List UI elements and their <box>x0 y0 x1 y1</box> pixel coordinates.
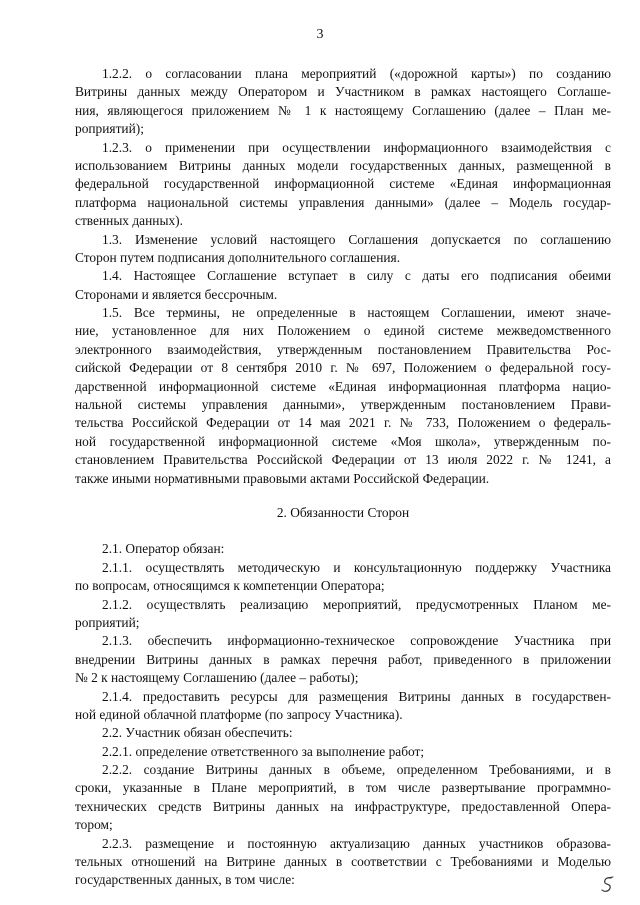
paragraph-p-2-1-4 <box>75 688 611 725</box>
text-line: ние, установленное для них Положением о единой системе межведомственного <box>75 323 611 339</box>
paragraph-p-2-2-1 <box>75 743 611 761</box>
document-body <box>75 65 611 890</box>
text-line: также иными нормативными правовыми актами Российской Федерации. <box>75 470 490 486</box>
text-line: 1.4. Настоящее Соглашение вступает в силу с даты его подписания обеими <box>102 268 611 284</box>
paragraph-p-1-5 <box>75 304 611 488</box>
text-line: 2.2.3. размещение и постоянную актуализацию данных участников образова- <box>102 835 611 851</box>
text-line: государственных данных, в том числе: <box>75 872 295 888</box>
paragraph-p-2-1-3 <box>75 632 611 687</box>
text-line: использованием Витрины данных модели государственных данных, размещенной в <box>75 157 611 173</box>
paragraph-p-1-3 <box>75 231 611 268</box>
text-line: тельных отношений на Витрине данных в соответствии с Требованиями и Моделью <box>75 854 611 870</box>
text-line: Сторон путем подписания дополнительного соглашения. <box>75 249 401 265</box>
text-line: сийской Федерации от 8 сентября 2010 г. № 697, Положением о федеральной госу- <box>75 360 611 376</box>
text-line: платформа национальной системы управления данными» (далее – Модель государ- <box>75 194 611 210</box>
paragraph-p-2-1 <box>75 540 611 558</box>
text-line: 1.5. Все термины, не определенные в настоящем Соглашении, имеют значе- <box>102 305 611 321</box>
text-line: ния, являющегося приложением № 1 к настоящему Соглашению (далее – План ме- <box>75 102 611 118</box>
handwritten-initial-mark <box>598 875 618 895</box>
text-line: 2.1. Оператор обязан: <box>102 541 225 557</box>
text-line: ственных данных). <box>75 213 183 229</box>
text-line: тором; <box>75 817 113 833</box>
paragraph-p-2-1-2 <box>75 596 611 633</box>
text-line: роприятий; <box>75 614 140 630</box>
text-line: тельства Российской Федерации от 14 мая 2021 г. № 733, Положением о федераль- <box>75 415 611 431</box>
text-line: 2.2.2. создание Витрины данных в объеме, определенном Требованиями, и в <box>102 762 611 778</box>
text-line: роприятий); <box>75 121 144 137</box>
text-line: ной государственной информационной системе «Моя школа», утвержденным по- <box>75 433 611 449</box>
paragraph-p-2-2 <box>75 724 611 742</box>
paragraph-p-2-2-2 <box>75 761 611 835</box>
section-heading: 2. Обязанности Сторон <box>276 504 410 520</box>
text-line: 2.1.1. осуществлять методическую и консультационную поддержку Участника <box>102 559 611 575</box>
text-line: 2.1.3. обеспечить информационно-техническое сопровождение Участника при <box>102 633 611 649</box>
text-line: 2.2. Участник обязан обеспечить: <box>102 725 293 741</box>
paragraph-p-2-2-3 <box>75 835 611 890</box>
text-line: электронного взаимодействия, утвержденным постановлением Правительства Рос- <box>75 341 611 357</box>
text-line: дарственной информационной системе «Единая информационная платформа нацио- <box>75 378 611 394</box>
text-line: № 2 к настоящему Соглашению (далее – работы); <box>75 670 359 686</box>
text-line: ной единой облачной платформе (по запросу Участника). <box>75 706 403 722</box>
text-line: внедрении Витрины данных в рамках перечня работ, приведенного в приложении <box>75 651 611 667</box>
paragraph-p-1-2-3 <box>75 139 611 231</box>
section-1-paragraphs <box>75 65 611 488</box>
text-line: 2.1.4. предоставить ресурсы для размещения Витрины данных в государствен- <box>102 688 611 704</box>
text-line: Сторонами и является бессрочным. <box>75 286 278 302</box>
text-line: технических средств Витрины данных на инфраструктуре, предоставленной Опера- <box>75 798 611 814</box>
text-line: сроки, указанные в Плане мероприятий, в том числе развертывание программно- <box>75 780 611 796</box>
text-line: 1.3. Изменение условий настоящего Соглашения допускается по соглашению <box>102 231 611 247</box>
text-line: 1.2.3. о применении при осуществлении информационного взаимодействия с <box>102 139 611 155</box>
text-line: 1.2.2. о согласовании плана мероприятий («дорожной карты») по созданию <box>102 66 611 81</box>
text-line: становлением Правительства Российской Федерации от 13 июля 2022 г. № 1241, а <box>75 452 611 468</box>
text-line: Витрины данных между Оператором и Участником в рамках настоящего Соглаше- <box>75 84 611 100</box>
text-line: нальной системы управления данными», утвержденным постановлением Прави- <box>75 397 611 413</box>
text-line: по вопросам, относящимся к компетенции Оператора; <box>75 578 385 594</box>
text-line: 2.2.1. определение ответственного за выполнение работ; <box>102 743 425 759</box>
text-line: 2.1.2. осуществлять реализацию мероприятий, предусмотренных Планом ме- <box>102 596 611 612</box>
section-2-paragraphs <box>75 540 611 889</box>
page-number: 3 <box>316 27 324 42</box>
paragraph-p-1-4 <box>75 267 611 304</box>
text-line: федеральной государственной информационной системе «Единая информационная <box>75 176 611 192</box>
paragraph-p-1-2-2 <box>75 65 611 139</box>
paragraph-p-2-1-1 <box>75 559 611 596</box>
